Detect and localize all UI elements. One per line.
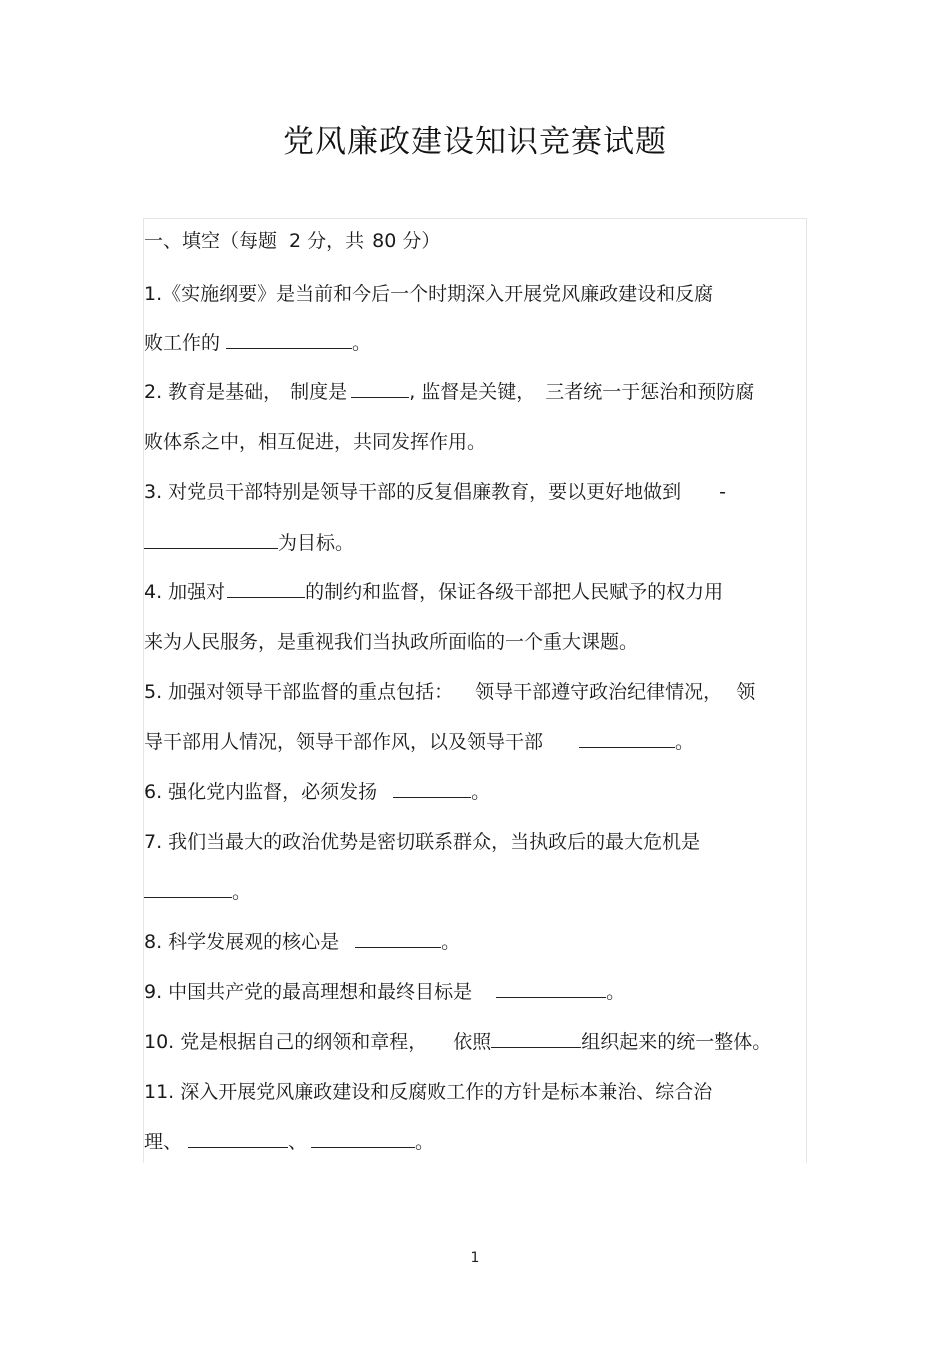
question-8: 8. 科学发展观的核心是 。 [144,931,461,953]
question-9: 9. 中国共产党的最高理想和最终目标是 。 [144,981,626,1003]
question-1-line-2: 败工作的 。 [144,332,372,354]
blank-line [355,929,441,948]
question-6: 6. 强化党内监督，必须发扬 。 [144,781,491,803]
question-7-line-1: 7. 我们当最大的政治优势是密切联系群众，当执政后的最大危机是 [144,831,701,853]
page-number: 1 [470,1250,480,1266]
question-10: 10. 党是根据自己的纲领和章程， 依照 组织起来的统一整体。 [144,1031,772,1053]
question-5-line-2: 导干部用人情况，领导干部作风，以及领导干部 。 [144,731,695,753]
blank-line [188,1129,288,1148]
document-title: 党风廉政建设知识竞赛试题 [283,124,667,160]
section-heading: 一、填空（每题 2 分，共 80 分） [144,230,441,252]
question-2-line-1: 2. 教育是基础， 制度是 , 监督是关键， 三者统一于惩治和预防腐 [144,381,755,403]
question-5-line-1: 5. 加强对领导干部监督的重点包括： 领导干部遵守政治纪律情况， 领 [144,681,756,703]
blank-line [393,779,471,798]
blank-line [579,729,675,748]
question-2-line-2: 败体系之中，相互促进，共同发挥作用。 [144,431,487,453]
blank-line [351,379,409,398]
question-3-line-1: 3. 对党员干部特别是领导干部的反复倡廉教育，要以更好地做到 - [144,481,727,503]
blank-line [491,1029,581,1048]
question-4-line-2: 来为人民服务，是重视我们当执政所面临的一个重大课题。 [144,631,639,653]
question-11-line-1: 11. 深入开展党风廉政建设和反腐败工作的方针是标本兼治、综合治 [144,1081,713,1103]
blank-line [496,979,606,998]
blank-line [226,330,352,349]
blank-line [227,579,305,598]
question-4-line-1: 4. 加强对 的制约和监督，保证各级干部把人民赋予的权力用 [144,581,724,603]
question-1-line-1: 1.《实施纲要》是当前和今后一个时期深入开展党风廉政建设和反腐 [144,283,714,305]
question-3-line-2: 为目标。 [144,530,354,556]
question-11-line-2: 理、 、 。 [144,1131,435,1153]
blank-line [144,879,232,898]
question-7-line-2: 。 [144,879,251,905]
blank-line [144,530,278,549]
blank-line [311,1129,415,1148]
